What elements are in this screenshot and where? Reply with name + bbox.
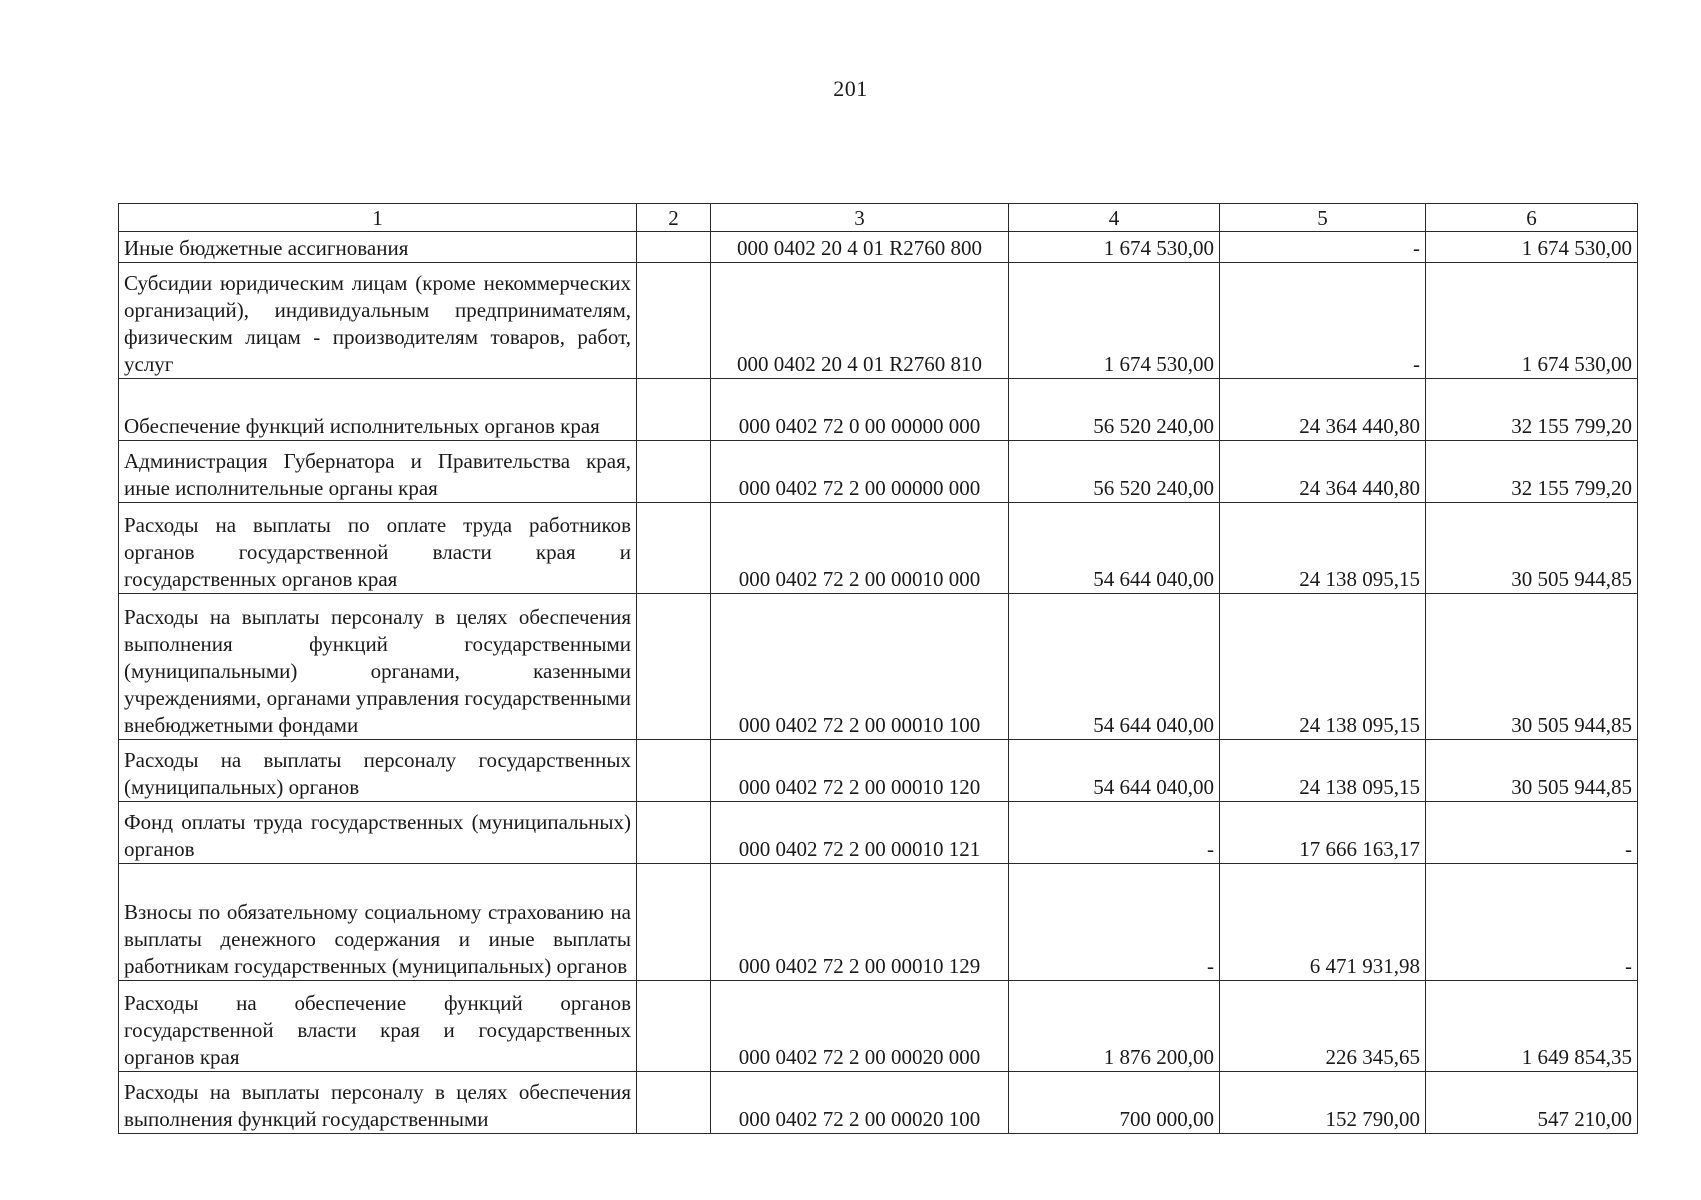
row-code: 000 0402 72 2 00 00000 000 (711, 441, 1009, 503)
table-row (119, 232, 1638, 263)
row-name: Расходы на выплаты персоналу в целях обеспечения выполнения функций государственными (119, 1072, 637, 1134)
row-col4: 1 674 530,00 (1009, 263, 1220, 379)
row-col6: 1 649 854,35 (1426, 981, 1638, 1072)
budget-table (118, 203, 1638, 1134)
row-code: 000 0402 72 2 00 00020 000 (711, 981, 1009, 1072)
row-code: 000 0402 20 4 01 R2760 800 (711, 232, 1009, 263)
row-code: 000 0402 72 0 00 00000 000 (711, 379, 1009, 441)
row-col2 (637, 379, 711, 441)
row-col2 (637, 263, 711, 379)
header-col-6: 6 (1426, 204, 1638, 232)
row-name: Расходы на обеспечение функций органов государственной власти края и государственных органов края (119, 981, 637, 1072)
row-col5: 152 790,00 (1220, 1072, 1426, 1134)
header-col-5: 5 (1220, 204, 1426, 232)
row-name: Расходы на выплаты персоналу в целях обеспечения выполнения функций государственными (муниципальными) органами, казенными учреждениями, органами управления государственными внебюджетными фондами (119, 594, 637, 740)
row-col6: - (1426, 802, 1638, 864)
row-col6: 32 155 799,20 (1426, 379, 1638, 441)
row-col4: 54 644 040,00 (1009, 740, 1220, 802)
row-col4: - (1009, 864, 1220, 981)
row-col2 (637, 740, 711, 802)
row-col5: 24 138 095,15 (1220, 503, 1426, 594)
row-col5: 24 138 095,15 (1220, 594, 1426, 740)
row-name: Обеспечение функций исполнительных органов края (119, 379, 637, 441)
row-code: 000 0402 72 2 00 00010 000 (711, 503, 1009, 594)
row-col2 (637, 802, 711, 864)
row-col5: 226 345,65 (1220, 981, 1426, 1072)
row-name: Взносы по обязательному социальному страхованию на выплаты денежного содержания и иные выплаты работникам государственных (муниципальных) органов (119, 864, 637, 981)
row-code: 000 0402 72 2 00 00010 100 (711, 594, 1009, 740)
table-row (119, 441, 1638, 503)
row-col2 (637, 981, 711, 1072)
row-code: 000 0402 72 2 00 00010 121 (711, 802, 1009, 864)
row-code: 000 0402 72 2 00 00010 120 (711, 740, 1009, 802)
row-col4: 1 674 530,00 (1009, 232, 1220, 263)
row-col6: - (1426, 864, 1638, 981)
row-col6: 1 674 530,00 (1426, 232, 1638, 263)
page-number: 201 (833, 76, 868, 101)
row-col6: 30 505 944,85 (1426, 594, 1638, 740)
row-col6: 30 505 944,85 (1426, 740, 1638, 802)
header-col-1: 1 (119, 204, 637, 232)
row-col6: 547 210,00 (1426, 1072, 1638, 1134)
row-col4: 56 520 240,00 (1009, 379, 1220, 441)
row-col4: 1 876 200,00 (1009, 981, 1220, 1072)
row-col5: - (1220, 232, 1426, 263)
row-col6: 30 505 944,85 (1426, 503, 1638, 594)
row-col6: 1 674 530,00 (1426, 263, 1638, 379)
row-col5: 17 666 163,17 (1220, 802, 1426, 864)
row-name: Иные бюджетные ассигнования (119, 232, 637, 263)
row-col5: - (1220, 263, 1426, 379)
table-row (119, 864, 1638, 981)
table-row (119, 503, 1638, 594)
row-col2 (637, 232, 711, 263)
table-row (119, 981, 1638, 1072)
row-col4: - (1009, 802, 1220, 864)
row-col2 (637, 503, 711, 594)
table-row (119, 1072, 1638, 1134)
row-col2 (637, 594, 711, 740)
table-row (119, 263, 1638, 379)
row-name: Расходы на выплаты по оплате труда работников органов государственной власти края и государственных органов края (119, 503, 637, 594)
row-col4: 56 520 240,00 (1009, 441, 1220, 503)
row-code: 000 0402 72 2 00 00010 129 (711, 864, 1009, 981)
row-col6: 32 155 799,20 (1426, 441, 1638, 503)
row-col5: 6 471 931,98 (1220, 864, 1426, 981)
row-col2 (637, 864, 711, 981)
row-name: Субсидии юридическим лицам (кроме некоммерческих организаций), индивидуальным предпринимателям, физическим лицам - производителям товаров, работ, услуг (119, 263, 637, 379)
row-col2 (637, 1072, 711, 1134)
row-col4: 700 000,00 (1009, 1072, 1220, 1134)
row-code: 000 0402 72 2 00 00020 100 (711, 1072, 1009, 1134)
table-row (119, 802, 1638, 864)
header-col-2: 2 (637, 204, 711, 232)
row-name: Фонд оплаты труда государственных (муниципальных) органов (119, 802, 637, 864)
table-row (119, 379, 1638, 441)
header-col-3: 3 (711, 204, 1009, 232)
row-name: Администрация Губернатора и Правительства края, иные исполнительные органы края (119, 441, 637, 503)
table-row (119, 740, 1638, 802)
header-row (119, 204, 1638, 232)
row-col5: 24 364 440,80 (1220, 379, 1426, 441)
table-row (119, 594, 1638, 740)
row-col4: 54 644 040,00 (1009, 503, 1220, 594)
row-col5: 24 138 095,15 (1220, 740, 1426, 802)
header-col-4: 4 (1009, 204, 1220, 232)
row-name: Расходы на выплаты персоналу государственных (муниципальных) органов (119, 740, 637, 802)
row-col4: 54 644 040,00 (1009, 594, 1220, 740)
row-code: 000 0402 20 4 01 R2760 810 (711, 263, 1009, 379)
row-col5: 24 364 440,80 (1220, 441, 1426, 503)
row-col2 (637, 441, 711, 503)
